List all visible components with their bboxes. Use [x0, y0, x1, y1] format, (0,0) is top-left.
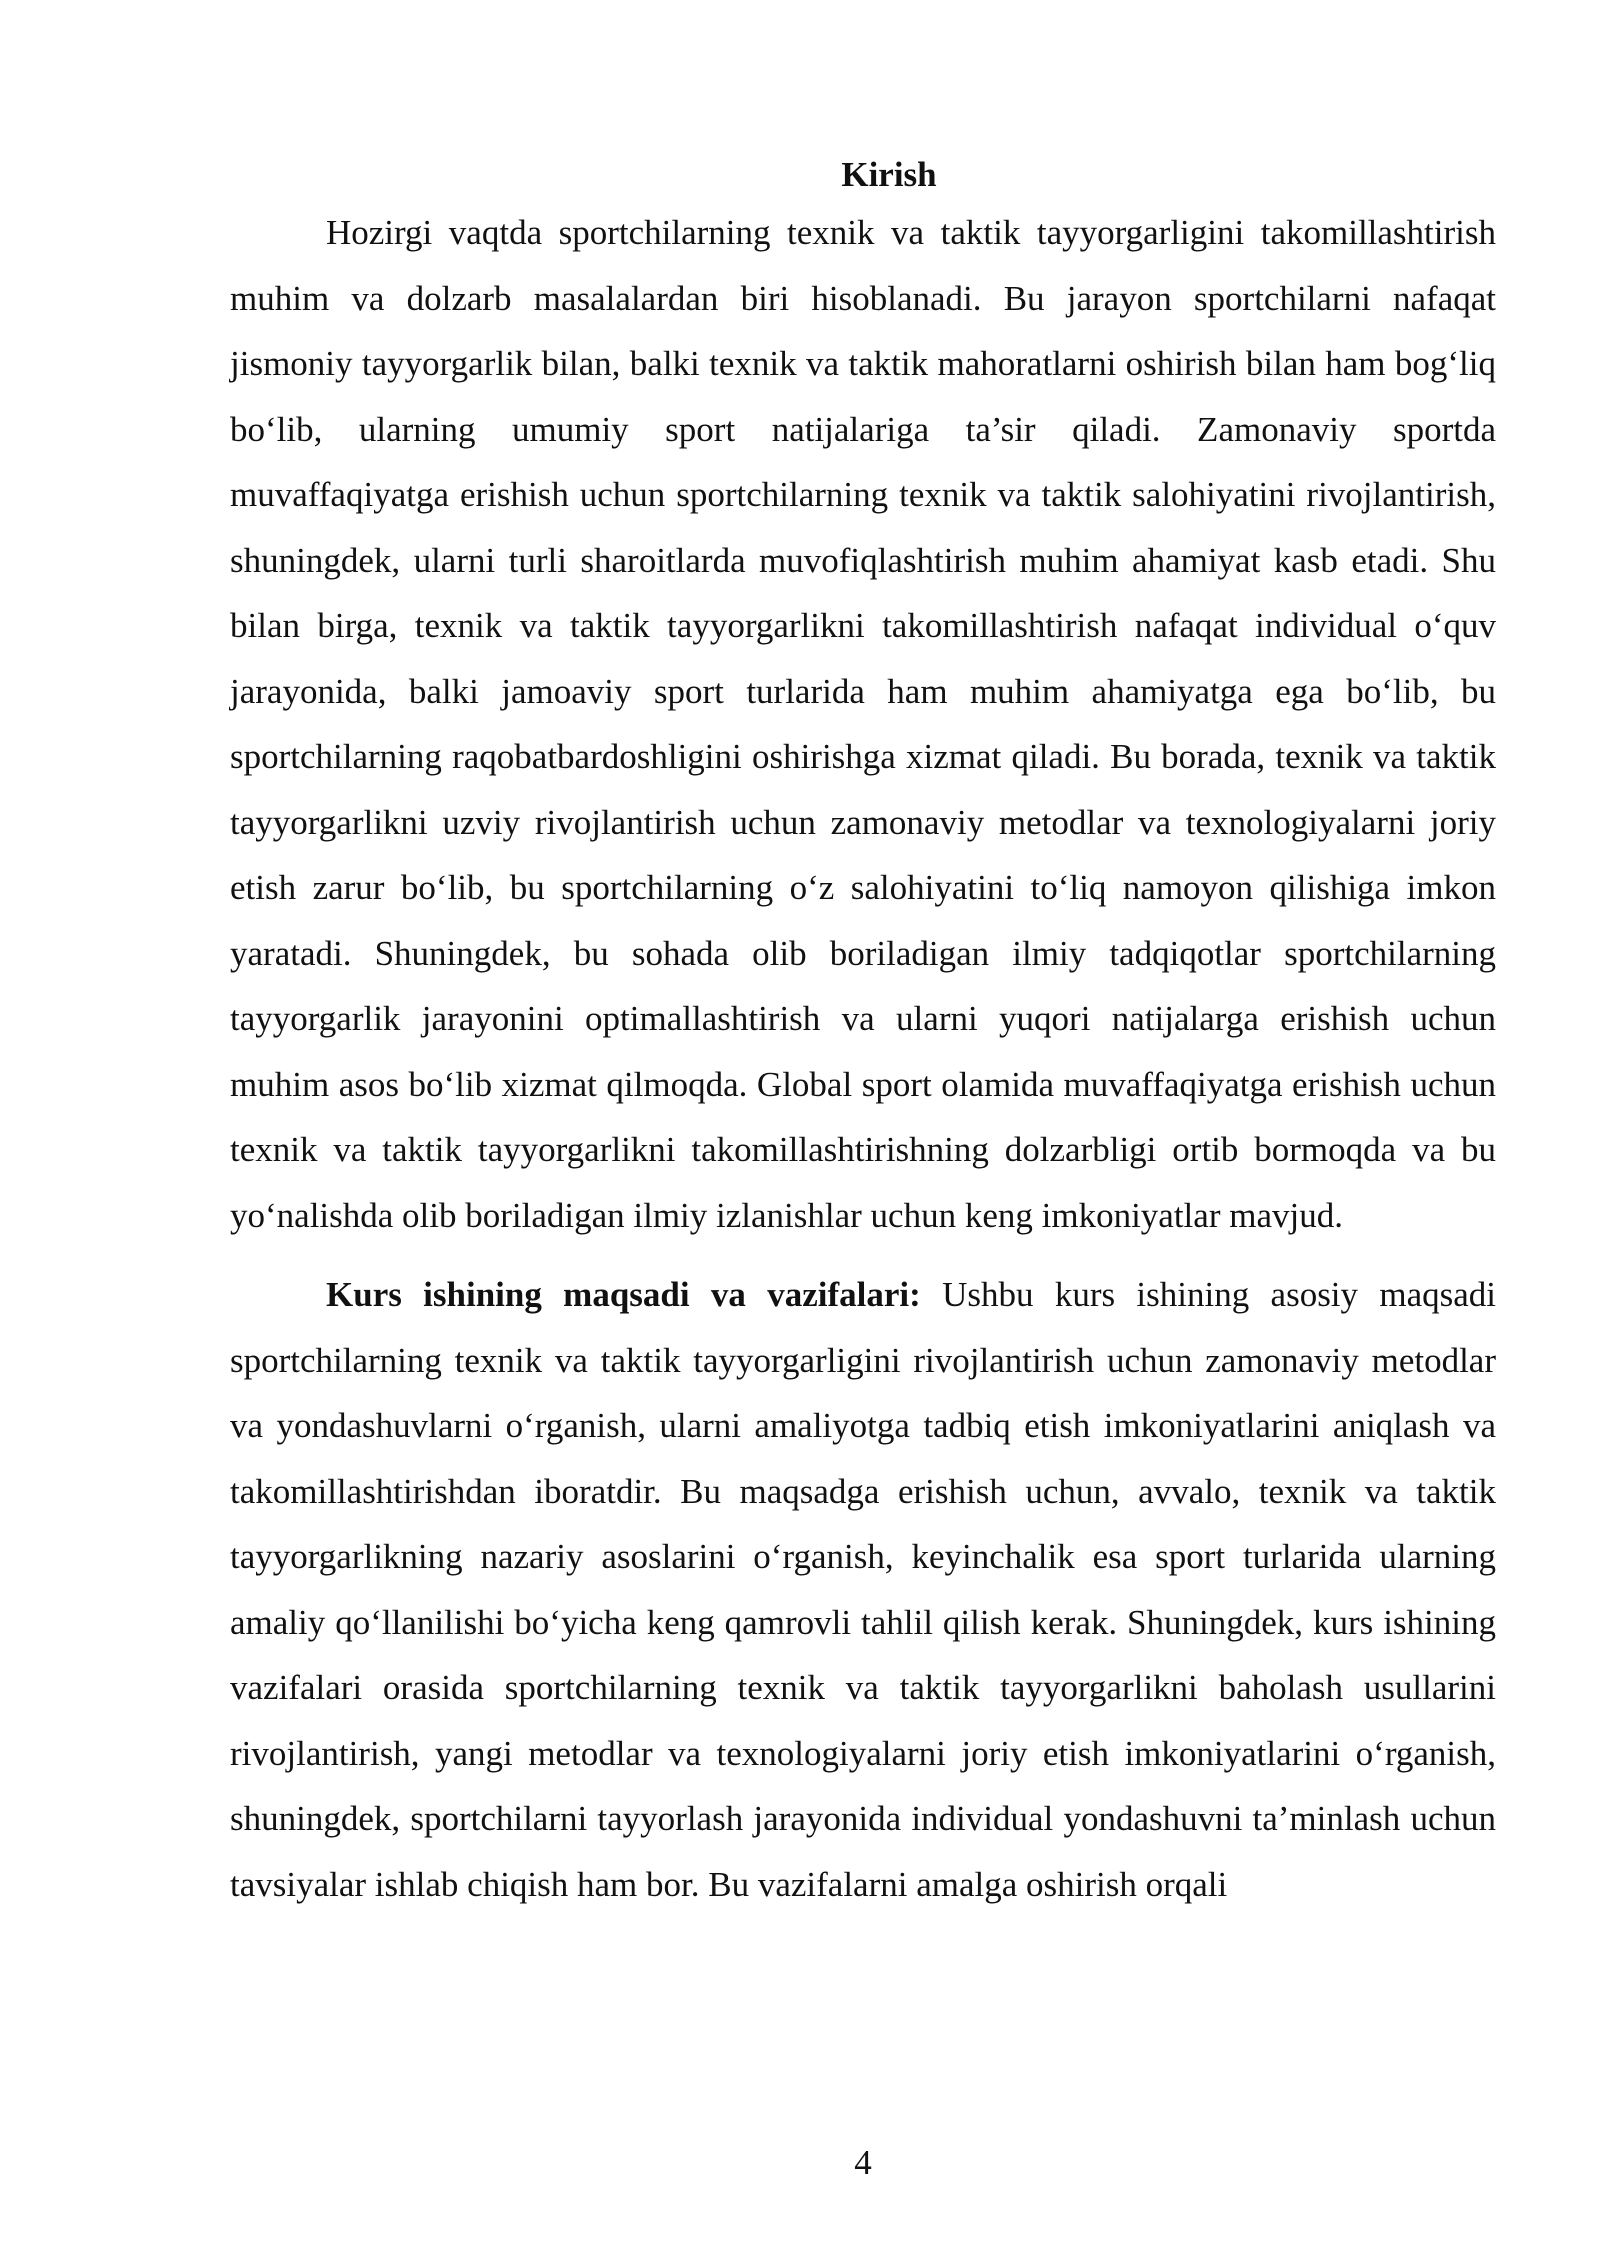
- intro-paragraph: [230, 200, 1496, 1248]
- intro-paragraph-text: Hozirgi vaqtda sportchilarning texnik va taktik tayyorgarligini takomillashtirish muhim va dolzarb masalalardan biri hisoblanadi. Bu jarayon sportchilarni nafaqat jismoniy tayyorgarlik bilan, balki texnik va taktik mahoratlarni oshirish bilan ham bog‘liq bo‘lib, ularning umumiy sport natijalariga ta’sir qiladi. Zamonaviy sportda muvaffaqiyatga erishish uchun sportchilarning texnik va taktik salohiyatini rivojlantirish, shuningdek, ularni turli sharoitlarda muvofiqlashtirish muhim ahamiyat kasb etadi. Shu bilan birga, texnik va taktik tayyorgarlikni takomillashtirish nafaqat individual o‘quv jarayonida, balki jamoaviy sport turlarida ham muhim ahamiyatga ega bo‘lib, bu sportchilarning raqobatbardoshligini oshirishga xizmat qiladi. Bu borada, texnik va taktik tayyorgarlikni uzviy rivojlantirish uchun zamonaviy metodlar va texnologiyalarni joriy etish zarur bo‘lib, bu sportchilarning o‘z salohiyatini to‘liq namoyon qilishiga imkon yaratadi. Shuningdek, bu sohada olib boriladigan ilmiy tadqiqotlar sportchilarning tayyorgarlik jarayonini optimallashtirish va ularni yuqori natijalarga erishish uchun muhim asos bo‘lib xizmat qilmoqda. Global sport olamida muvaffaqiyatga erishish uchun texnik va taktik tayyorgarlikni takomillashtirishning dolzarbligi ortib bormoqda va bu yo‘nalishda olib boriladigan ilmiy izlanishlar uchun keng imkoniyatlar mavjud.: [230, 213, 1496, 1235]
- section-heading: Kirish: [841, 155, 937, 194]
- goals-paragraph-lead: Kurs ishining maqsadi va vazifalari:: [326, 1275, 921, 1314]
- page-number: 4: [854, 2143, 872, 2182]
- goals-paragraph-text: Ushbu kurs ishining asosiy maqsadi sportchilarning texnik va taktik tayyorgarligini rivojlantirish uchun zamonaviy metodlar va yondashuvlarni o‘rganish, ularni amaliyotga tadbiq etish imkoniyatlarini aniqlash va takomillashtirishdan iboratdir. Bu maqsadga erishish uchun, avvalo, texnik va taktik tayyorgarlikning nazariy asoslarini o‘rganish, keyinchalik esa sport turlarida ularning amaliy qo‘llanilishi bo‘yicha keng qamrovli tahlil qilish kerak. Shuningdek, kurs ishining vazifalari orasida sportchilarning texnik va taktik tayyorgarlikni baholash usullarini rivojlantirish, yangi metodlar va texnologiyalarni joriy etish imkoniyatlarini o‘rganish, shuningdek, sportchilarni tayyorlash jarayonida individual yondashuvni ta’minlash uchun tavsiyalar ishlab chiqish ham bor. Bu vazifalarni amalga oshirish orqali: [230, 1275, 1496, 1904]
- page-content: [230, 150, 1496, 1917]
- goals-paragraph: [230, 1262, 1496, 1917]
